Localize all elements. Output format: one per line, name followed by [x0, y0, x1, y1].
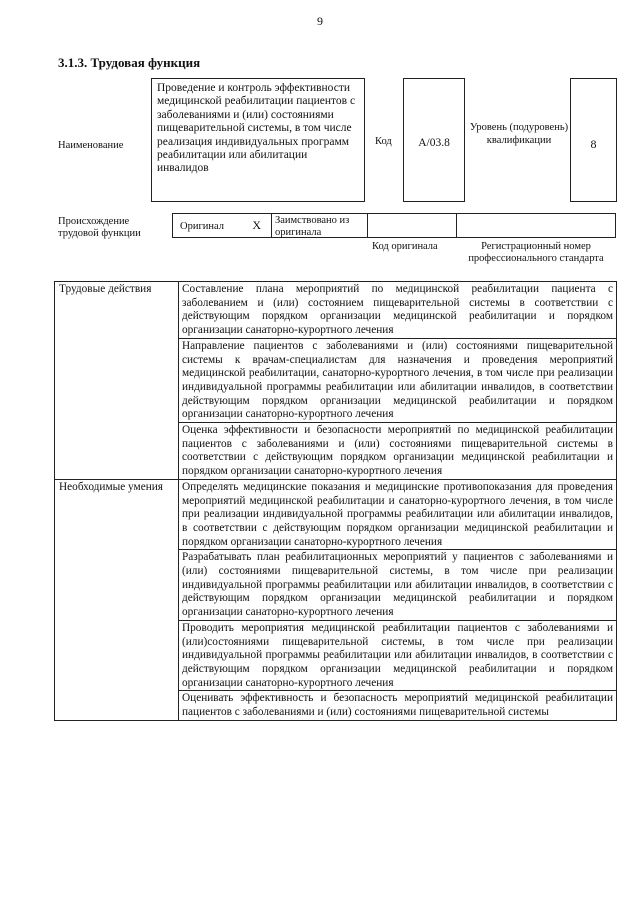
table-cell: Оценка эффективности и безопасности мероприятий по медицинской реабилитации пациентов с заболеваниями и (или) состояниями пищеварительной системы в соответствии с действующим порядком организации медицинской реабилитации и порядком организации санаторно-курортного лечения — [179, 423, 617, 480]
page-number: 9 — [317, 14, 323, 28]
table-row — [55, 479, 617, 550]
original-label: Оригинал — [180, 221, 224, 232]
table-cell: Проводить мероприятия медицинской реабилитации пациентов с заболеваниями и (или)состояниями пищеварительной системы, в том числе при реализации индивидуальной программы реабилитации или абилитации инвалидов, в соответствии с действующим порядком организации медицинской реабилитации и порядком организации санаторно-курортного лечения — [179, 620, 617, 691]
reg-number-caption: Регистрационный номер профессионального стандарта — [468, 241, 604, 265]
function-table — [54, 281, 617, 721]
table-cell: Направление пациентов с заболеваниями и (или) состояниями пищеварительной системы к врачам-специалистам для назначения и проведения мероприятий медицинской реабилитации, санаторно-курортного лечения, в том числе при реализации индивидуальной программы реабилитации или абилитации инвалидов, в соответствии действующим порядком организации медицинской реабилитации и порядком организации санаторно-курортного лечения — [179, 338, 617, 422]
section-title-actions: Трудовые действия — [55, 282, 179, 480]
table-cell: Разрабатывать план реабилитационных мероприятий у пациентов с заболеваниями и (или) состояниями пищеварительной системы, в том числе при реализации индивидуальной программы реабилитации или абилитации инвалидов, в соответствии с действующим порядком организации медицинской реабилитации и порядком организации санаторно-курортного лечения — [179, 550, 617, 621]
function-name-box: Проведение и контроль эффективности медицинской реабилитации пациентов с заболеваниями и (или) состояниями пищеварительной системы, в том числе реализация индивидуальных программ реабилитации или абилитации инвалидов — [151, 78, 365, 202]
level-label: Уровень (подуровень) квалификации — [469, 122, 569, 146]
borrowed-cell: Заимствовано из оригинала — [272, 213, 368, 238]
level-value: 8 — [570, 78, 617, 202]
table-cell: Оценивать эффективность и безопасность мероприятий медицинской реабилитации пациентов с заболеваниями и (или) состояниями пищеварительной системы — [179, 691, 617, 720]
code-label: Код — [375, 136, 392, 147]
section-title: 3.1.3. Трудовая функция — [58, 55, 201, 70]
table-row — [55, 282, 617, 339]
original-cell — [172, 213, 272, 238]
origin-label: Происхождение трудовой функции — [58, 216, 141, 240]
table-cell: Составление плана мероприятий по медицинской реабилитации пациента с заболеванием и (или) состоянием пищеварительной системы в соответствии с действующим порядком организации медицинской реабилитации и порядком организации санаторно-курортного лечения — [179, 282, 617, 339]
origin-row — [172, 213, 616, 238]
name-label: Наименование — [58, 140, 124, 151]
code-value: А/03.8 — [403, 78, 465, 202]
code-original-caption: Код оригинала — [372, 241, 438, 252]
original-code-cell — [368, 213, 457, 238]
table-cell: Определять медицинские показания и медицинские противопоказания для проведения мероприятий медицинской реабилитации и санаторно-курортного лечения, в том числе при реализации индивидуальной программы реабилитации или абилитации инвалидов, в соответствии с действующим порядком организации медицинской реабилитации и порядком организации санаторно-курортного лечения — [179, 479, 617, 550]
reg-number-cell — [457, 213, 616, 238]
original-mark: Х — [252, 218, 261, 232]
section-title-skills: Необходимые умения — [55, 479, 179, 720]
